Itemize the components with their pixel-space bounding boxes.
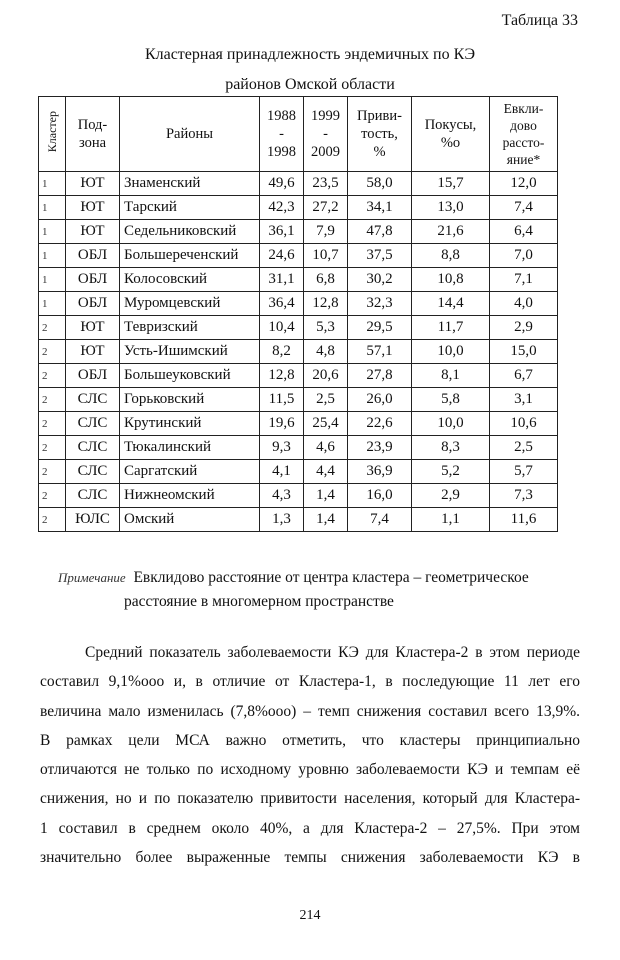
header-distance: Евкли- дово рассто- яние*	[490, 97, 558, 172]
cell-bites: 13,0	[412, 196, 490, 220]
paragraph-line: составил 9,1%ooo и, в отличие от Кластера-1, в последующие 11 лет его	[40, 673, 580, 691]
cluster-table	[38, 96, 558, 532]
cell-distance: 2,9	[490, 316, 558, 340]
cell-period-2: 1,4	[304, 484, 348, 508]
table-row	[39, 436, 558, 460]
header-cluster: Кластер	[39, 97, 66, 172]
cell-subzone: ОБЛ	[66, 364, 120, 388]
cell-distance: 10,6	[490, 412, 558, 436]
cell-subzone: ЮТ	[66, 220, 120, 244]
cell-bites: 2,9	[412, 484, 490, 508]
note-label: Примечание	[58, 570, 126, 585]
header-vaccination: Приви- тость, %	[348, 97, 412, 172]
cell-district: Горьковский	[120, 388, 260, 412]
cell-subzone: СЛС	[66, 484, 120, 508]
cell-bites: 10,8	[412, 268, 490, 292]
cell-district: Знаменский	[120, 172, 260, 196]
body-paragraph	[40, 638, 580, 872]
cell-cluster: 1	[39, 172, 66, 196]
cell-cluster: 2	[39, 460, 66, 484]
cell-vaccination: 47,8	[348, 220, 412, 244]
cell-period-2: 1,4	[304, 508, 348, 532]
cell-period-1: 36,1	[260, 220, 304, 244]
table-row	[39, 196, 558, 220]
cell-bites: 21,6	[412, 220, 490, 244]
header-district: Районы	[120, 97, 260, 172]
cell-period-2: 27,2	[304, 196, 348, 220]
cell-vaccination: 37,5	[348, 244, 412, 268]
cell-vaccination: 58,0	[348, 172, 412, 196]
header-period-2: 1999 - 2009	[304, 97, 348, 172]
table-row	[39, 412, 558, 436]
table-row	[39, 388, 558, 412]
cell-vaccination: 30,2	[348, 268, 412, 292]
cell-distance: 12,0	[490, 172, 558, 196]
cell-bites: 10,0	[412, 340, 490, 364]
cell-subzone: СЛС	[66, 436, 120, 460]
cell-period-1: 12,8	[260, 364, 304, 388]
cell-distance: 11,6	[490, 508, 558, 532]
paragraph-line: Средний показатель заболеваемости КЭ для Кластера-2 в этом периоде	[85, 644, 580, 661]
cell-vaccination: 32,3	[348, 292, 412, 316]
cell-cluster: 2	[39, 340, 66, 364]
table-row	[39, 172, 558, 196]
cell-bites: 11,7	[412, 316, 490, 340]
cell-cluster: 2	[39, 484, 66, 508]
cell-district: Тюкалинский	[120, 436, 260, 460]
cell-vaccination: 22,6	[348, 412, 412, 436]
cell-cluster: 2	[39, 508, 66, 532]
cell-subzone: ЮТ	[66, 340, 120, 364]
paragraph-line: 1 составил в среднем около 40%, а для Кластера-2 – 27,5%. При этом	[40, 819, 580, 837]
cell-bites: 14,4	[412, 292, 490, 316]
cell-subzone: ЮТ	[66, 196, 120, 220]
cell-period-2: 20,6	[304, 364, 348, 388]
cell-subzone: ОБЛ	[66, 244, 120, 268]
table-title-line-1: Кластерная принадлежность эндемичных по КЭ	[144, 46, 476, 63]
cell-distance: 7,0	[490, 244, 558, 268]
cell-district: Тарский	[120, 196, 260, 220]
table-title	[0, 40, 620, 100]
cell-vaccination: 23,9	[348, 436, 412, 460]
cell-bites: 5,2	[412, 460, 490, 484]
cell-bites: 8,3	[412, 436, 490, 460]
cell-bites: 8,8	[412, 244, 490, 268]
cell-district: Муромцевский	[120, 292, 260, 316]
cell-subzone: СЛС	[66, 460, 120, 484]
cell-cluster: 1	[39, 244, 66, 268]
cell-bites: 5,8	[412, 388, 490, 412]
cell-period-1: 1,3	[260, 508, 304, 532]
cell-subzone: ОБЛ	[66, 268, 120, 292]
cell-period-2: 12,8	[304, 292, 348, 316]
cell-subzone: ЮЛС	[66, 508, 120, 532]
cell-subzone: ЮТ	[66, 172, 120, 196]
cell-cluster: 1	[39, 268, 66, 292]
cell-subzone: СЛС	[66, 388, 120, 412]
cell-period-1: 9,3	[260, 436, 304, 460]
cell-district: Нижнеомский	[120, 484, 260, 508]
note-line-1: Евклидово расстояние от центра кластера – геометрическое	[133, 569, 529, 586]
cell-period-2: 23,5	[304, 172, 348, 196]
table-note	[58, 566, 529, 614]
cell-period-1: 49,6	[260, 172, 304, 196]
cell-cluster: 2	[39, 316, 66, 340]
cell-district: Колосовский	[120, 268, 260, 292]
cell-cluster: 2	[39, 364, 66, 388]
cell-vaccination: 34,1	[348, 196, 412, 220]
table-number: Таблица 33	[501, 12, 578, 29]
cell-period-2: 2,5	[304, 388, 348, 412]
cell-distance: 7,1	[490, 268, 558, 292]
cell-period-1: 24,6	[260, 244, 304, 268]
paragraph-line: В рамках цели МСА важно отметить, что кластеры принципиально	[40, 731, 580, 749]
cell-vaccination: 36,9	[348, 460, 412, 484]
table-row	[39, 364, 558, 388]
cell-subzone: ЮТ	[66, 316, 120, 340]
cell-period-1: 4,3	[260, 484, 304, 508]
table-title-line-2: районов Омской области	[225, 76, 395, 93]
paragraph-line: величина мало изменилась (7,8%ooo) – темп снижения составил всего 13,9%.	[40, 702, 580, 720]
table-row	[39, 244, 558, 268]
header-period-1: 1988 - 1998	[260, 97, 304, 172]
table-row	[39, 460, 558, 484]
cell-distance: 15,0	[490, 340, 558, 364]
table-row	[39, 268, 558, 292]
cell-period-1: 36,4	[260, 292, 304, 316]
cell-period-2: 4,6	[304, 436, 348, 460]
cell-period-2: 7,9	[304, 220, 348, 244]
header-subzone: Под- зона	[66, 97, 120, 172]
cell-vaccination: 16,0	[348, 484, 412, 508]
cell-period-1: 4,1	[260, 460, 304, 484]
cell-period-1: 11,5	[260, 388, 304, 412]
table-row	[39, 292, 558, 316]
cell-district: Омский	[120, 508, 260, 532]
cell-distance: 6,4	[490, 220, 558, 244]
table-row	[39, 484, 558, 508]
cell-subzone: ОБЛ	[66, 292, 120, 316]
paragraph-line: снижения, но и по показателю привитости населения, который для Кластера-	[40, 790, 580, 808]
cell-period-1: 42,3	[260, 196, 304, 220]
cell-period-1: 31,1	[260, 268, 304, 292]
cell-district: Саргатский	[120, 460, 260, 484]
cell-distance: 3,1	[490, 388, 558, 412]
cell-district: Усть-Ишимский	[120, 340, 260, 364]
cell-district: Седельниковский	[120, 220, 260, 244]
cell-period-1: 10,4	[260, 316, 304, 340]
cell-distance: 4,0	[490, 292, 558, 316]
table-row	[39, 508, 558, 532]
cell-vaccination: 29,5	[348, 316, 412, 340]
cell-cluster: 1	[39, 292, 66, 316]
table-header-row	[39, 97, 558, 172]
cell-district: Большереченский	[120, 244, 260, 268]
cell-subzone: СЛС	[66, 412, 120, 436]
cell-distance: 2,5	[490, 436, 558, 460]
cell-vaccination: 57,1	[348, 340, 412, 364]
cell-period-2: 25,4	[304, 412, 348, 436]
cell-vaccination: 27,8	[348, 364, 412, 388]
cell-district: Крутинский	[120, 412, 260, 436]
cell-period-2: 4,8	[304, 340, 348, 364]
table-row	[39, 220, 558, 244]
cell-cluster: 1	[39, 220, 66, 244]
cell-vaccination: 7,4	[348, 508, 412, 532]
cell-bites: 10,0	[412, 412, 490, 436]
cell-cluster: 2	[39, 436, 66, 460]
cell-bites: 8,1	[412, 364, 490, 388]
cell-cluster: 2	[39, 412, 66, 436]
cell-period-1: 19,6	[260, 412, 304, 436]
cell-distance: 6,7	[490, 364, 558, 388]
cell-bites: 1,1	[412, 508, 490, 532]
cell-period-2: 6,8	[304, 268, 348, 292]
cell-distance: 7,3	[490, 484, 558, 508]
cell-period-2: 5,3	[304, 316, 348, 340]
cell-vaccination: 26,0	[348, 388, 412, 412]
cell-period-2: 4,4	[304, 460, 348, 484]
cell-district: Большеуковский	[120, 364, 260, 388]
cell-period-1: 8,2	[260, 340, 304, 364]
header-bites: Покусы, %o	[412, 97, 490, 172]
paragraph-line: значительно более выраженные темпы снижения заболеваемости КЭ в	[40, 849, 580, 867]
paragraph-line: отличаются не только по исходному уровню заболеваемости КЭ и темпам её	[40, 761, 580, 779]
cell-district: Тевризский	[120, 316, 260, 340]
table-row	[39, 316, 558, 340]
cell-distance: 7,4	[490, 196, 558, 220]
page-number: 214	[299, 908, 321, 923]
cell-distance: 5,7	[490, 460, 558, 484]
cell-bites: 15,7	[412, 172, 490, 196]
cell-period-2: 10,7	[304, 244, 348, 268]
table-row	[39, 340, 558, 364]
cell-cluster: 2	[39, 388, 66, 412]
note-line-2: расстояние в многомерном пространстве	[124, 593, 394, 610]
cell-cluster: 1	[39, 196, 66, 220]
